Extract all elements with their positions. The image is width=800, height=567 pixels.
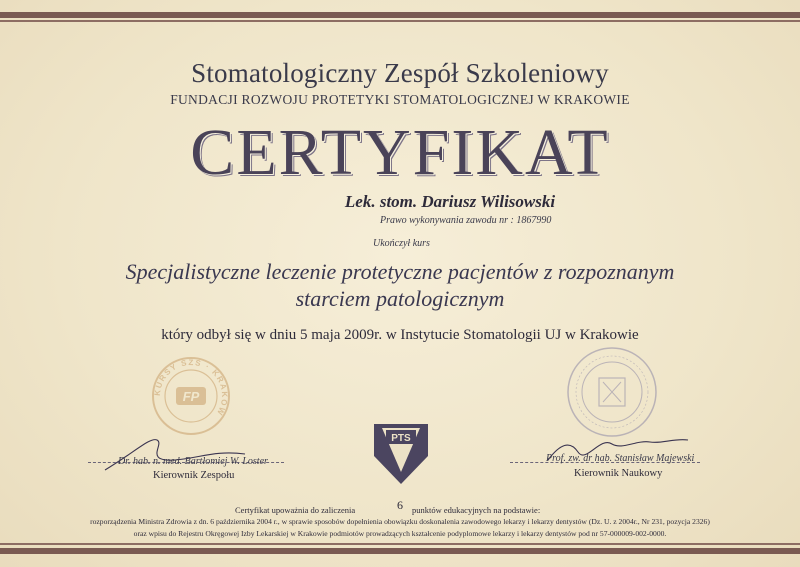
right-signature-icon <box>540 430 700 472</box>
pts-logo-text: PTS <box>391 433 411 444</box>
license-number: Prawo wykonywania zawodu nr : 1867990 <box>380 215 552 226</box>
bottom-border-band <box>0 548 800 554</box>
regulation-line-1: rozporządzenia Ministra Zdrowia z dn. 6 października 2004 r., w sprawie sposobów dopełnienia obowiązku doskonalenia zawodowego lekarzy i lekarzy dentystów (Dz. U. z 2004r., Nr 231, pozycja 2326) <box>90 517 710 526</box>
course-stamp-icon <box>150 355 232 437</box>
points-note-prefix: Certyfikat upoważnia do zaliczenia <box>235 505 356 515</box>
course-title-line1: Specjalistyczne leczenie protetyczne pacjentów z rozpoznanym <box>125 259 675 284</box>
bottom-border-line <box>0 543 800 545</box>
regulation-line-2: oraz wpisu do Rejestru Okręgowej Izby Lekarskiej w Krakowie podmiotów prowadzących kształcenie podyplomowe lekarzy i lekarzy dentystów pod nr 57-000009-002-0000. <box>133 529 667 538</box>
left-signatory-name: Dr. hab. n. med. Bartłomiej W. Loster <box>118 456 268 467</box>
left-signature-icon <box>95 432 285 474</box>
organization-title: Stomatologiczny Zespół Szkoleniowy <box>191 58 609 88</box>
course-title <box>0 258 800 312</box>
points-value: 6 <box>397 498 403 512</box>
left-signatory-role: Kierownik Zespołu <box>153 470 235 481</box>
organization-subtitle: FUNDACJI ROZWOJU PROTETYKI STOMATOLOGICZNEJ W KRAKOWIE <box>170 92 630 107</box>
recipient-name: Lek. stom. Dariusz Wilisowski <box>344 192 556 211</box>
completed-label: Ukończył kurs <box>373 238 430 249</box>
certificate-heading: CERTYFIKAT <box>190 116 610 189</box>
right-signatory-name: Prof. zw. dr hab. Stanisław Majewski <box>546 453 695 464</box>
top-border-band <box>0 12 800 18</box>
pts-logo-icon <box>372 422 430 486</box>
course-title-line2: starciem patologicznym <box>295 286 505 311</box>
course-stamp-logo: FP <box>182 389 200 404</box>
university-seal-icon <box>565 345 659 439</box>
right-signatory-role: Kierownik Naukowy <box>574 468 663 479</box>
points-note-suffix: punktów edukacyjnych na podstawie: <box>412 505 541 515</box>
course-stamp-text: KURSY SZS · KRAKÓW <box>152 357 230 418</box>
top-border-line <box>0 20 800 22</box>
event-details: który odbył się w dniu 5 maja 2009r. w Instytucie Stomatologii UJ w Krakowie <box>161 327 639 343</box>
